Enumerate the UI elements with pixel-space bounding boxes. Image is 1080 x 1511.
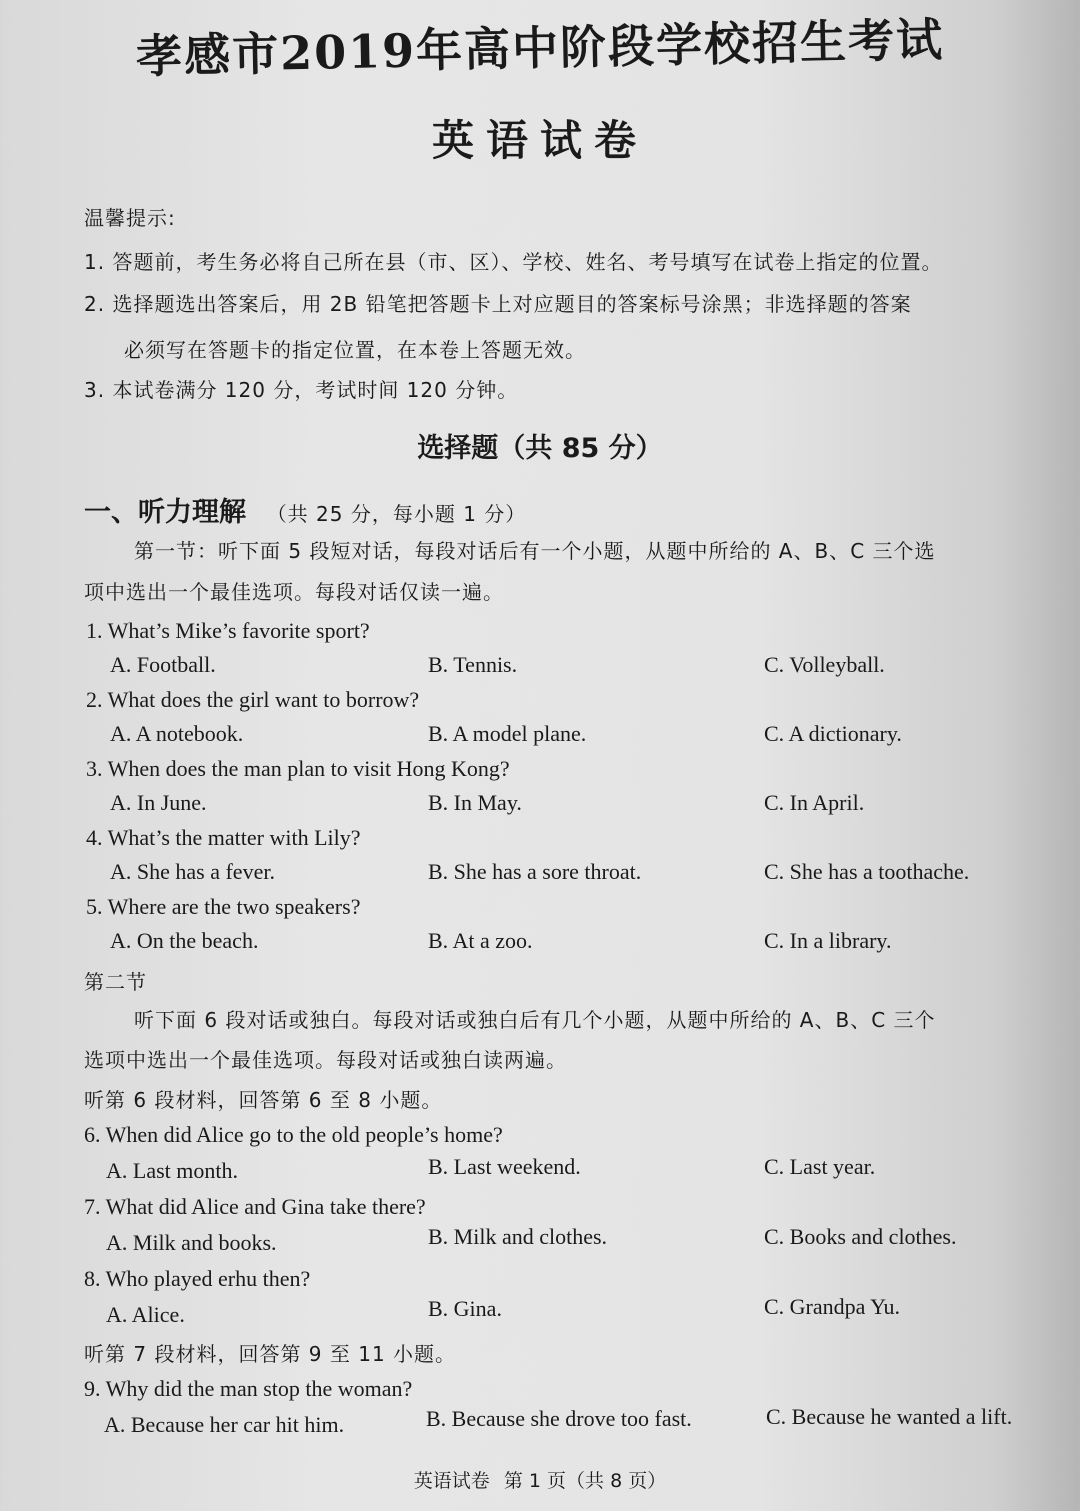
tip-item-1: 1. 答题前，考生务必将自己所在县（市、区）、学校、姓名、考号填写在试卷上指定的位置。 <box>84 250 943 274</box>
q3-option-b: B. In May. <box>428 790 522 815</box>
q4-option-b: B. She has a sore throat. <box>428 859 642 884</box>
question-5: 5. Where are the two speakers? <box>86 894 361 919</box>
sub2-intro-line2: 选项中选出一个最佳选项。每段对话或独白读两遍。 <box>84 1048 567 1072</box>
section-title: 选择题（共 85 分） <box>417 433 663 464</box>
footer-subject: 英语试卷 <box>413 1470 490 1492</box>
q6-option-b: B. Last weekend. <box>428 1154 581 1179</box>
q9-option-a: A. Because her car hit him. <box>104 1412 345 1437</box>
footer-page-number: 第 1 页（共 8 页） <box>503 1470 667 1492</box>
q4-option-a: A. She has a fever. <box>110 859 275 884</box>
q6-option-c: C. Last year. <box>764 1154 876 1179</box>
question-3: 3. When does the man plan to visit Hong Kong? <box>86 756 510 781</box>
question-9: 9. Why did the man stop the woman? <box>84 1376 413 1401</box>
q2-option-b: B. A model plane. <box>428 721 587 746</box>
material-6-instruction: 听第 6 段材料，回答第 6 至 8 小题。 <box>84 1088 443 1112</box>
q7-option-a: A. Milk and books. <box>106 1230 277 1255</box>
q2-option-c: C. A dictionary. <box>764 721 902 746</box>
q5-option-a: A. On the beach. <box>110 928 259 953</box>
q5-option-c: C. In a library. <box>764 928 892 953</box>
tips-label: 温馨提示: <box>84 206 176 230</box>
q9-option-b: B. Because she drove too fast. <box>426 1406 692 1431</box>
exam-subtitle: 英语试卷 <box>431 116 648 165</box>
sub1-intro-line2: 项中选出一个最佳选项。每段对话仅读一遍。 <box>84 580 504 604</box>
tip-item-3: 3. 本试卷满分 120 分，考试时间 120 分钟。 <box>84 378 519 402</box>
part1-heading-row <box>84 490 526 529</box>
q5-option-b: B. At a zoo. <box>428 928 533 953</box>
part1-heading-note: （共 25 分，每小题 1 分） <box>266 502 527 526</box>
q1-option-a: A. Football. <box>110 652 216 677</box>
question-8: 8. Who played erhu then? <box>84 1266 311 1291</box>
q8-option-c: C. Grandpa Yu. <box>764 1294 901 1319</box>
q6-option-a: A. Last month. <box>106 1158 238 1183</box>
q9-option-c: C. Because he wanted a lift. <box>766 1404 1013 1429</box>
sub2-label: 第二节 <box>84 970 147 994</box>
sub2-intro-line1: 听下面 6 段对话或独白。每段对话或独白后有几个小题，从题中所给的 A、B、C 三个 <box>134 1008 936 1032</box>
q3-option-a: A. In June. <box>110 790 207 815</box>
q3-option-c: C. In April. <box>764 790 865 815</box>
part1-heading: 一、听力理解 <box>84 497 246 528</box>
question-4: 4. What’s the matter with Lily? <box>86 825 361 850</box>
exam-title: 孝感市2019年高中阶段学校招生考试 <box>135 12 945 84</box>
q7-option-b: B. Milk and clothes. <box>428 1224 608 1249</box>
question-1: 1. What’s Mike’s favorite sport? <box>86 618 370 643</box>
material-7-instruction: 听第 7 段材料，回答第 9 至 11 小题。 <box>84 1342 457 1366</box>
tip-item-2: 2. 选择题选出答案后，用 2B 铅笔把答题卡上对应题目的答案标号涂黑；非选择题的答案 <box>84 292 912 316</box>
question-6: 6. When did Alice go to the old people’s home? <box>84 1122 503 1147</box>
page-footer <box>0 1466 1080 1493</box>
question-2: 2. What does the girl want to borrow? <box>86 687 420 712</box>
sub1-intro-line1: 第一节：听下面 5 段短对话，每段对话后有一个小题，从题中所给的 A、B、C 三个选 <box>134 539 936 563</box>
q8-option-a: A. Alice. <box>106 1302 185 1327</box>
q1-option-c: C. Volleyball. <box>764 652 885 677</box>
q2-option-a: A. A notebook. <box>110 721 244 746</box>
q4-option-c: C. She has a toothache. <box>764 859 970 884</box>
q8-option-b: B. Gina. <box>428 1296 502 1321</box>
tip-item-2-cont: 必须写在答题卡的指定位置，在本卷上答题无效。 <box>124 338 586 362</box>
q7-option-c: C. Books and clothes. <box>764 1224 957 1249</box>
question-7: 7. What did Alice and Gina take there? <box>84 1194 426 1219</box>
q1-option-b: B. Tennis. <box>428 652 518 677</box>
